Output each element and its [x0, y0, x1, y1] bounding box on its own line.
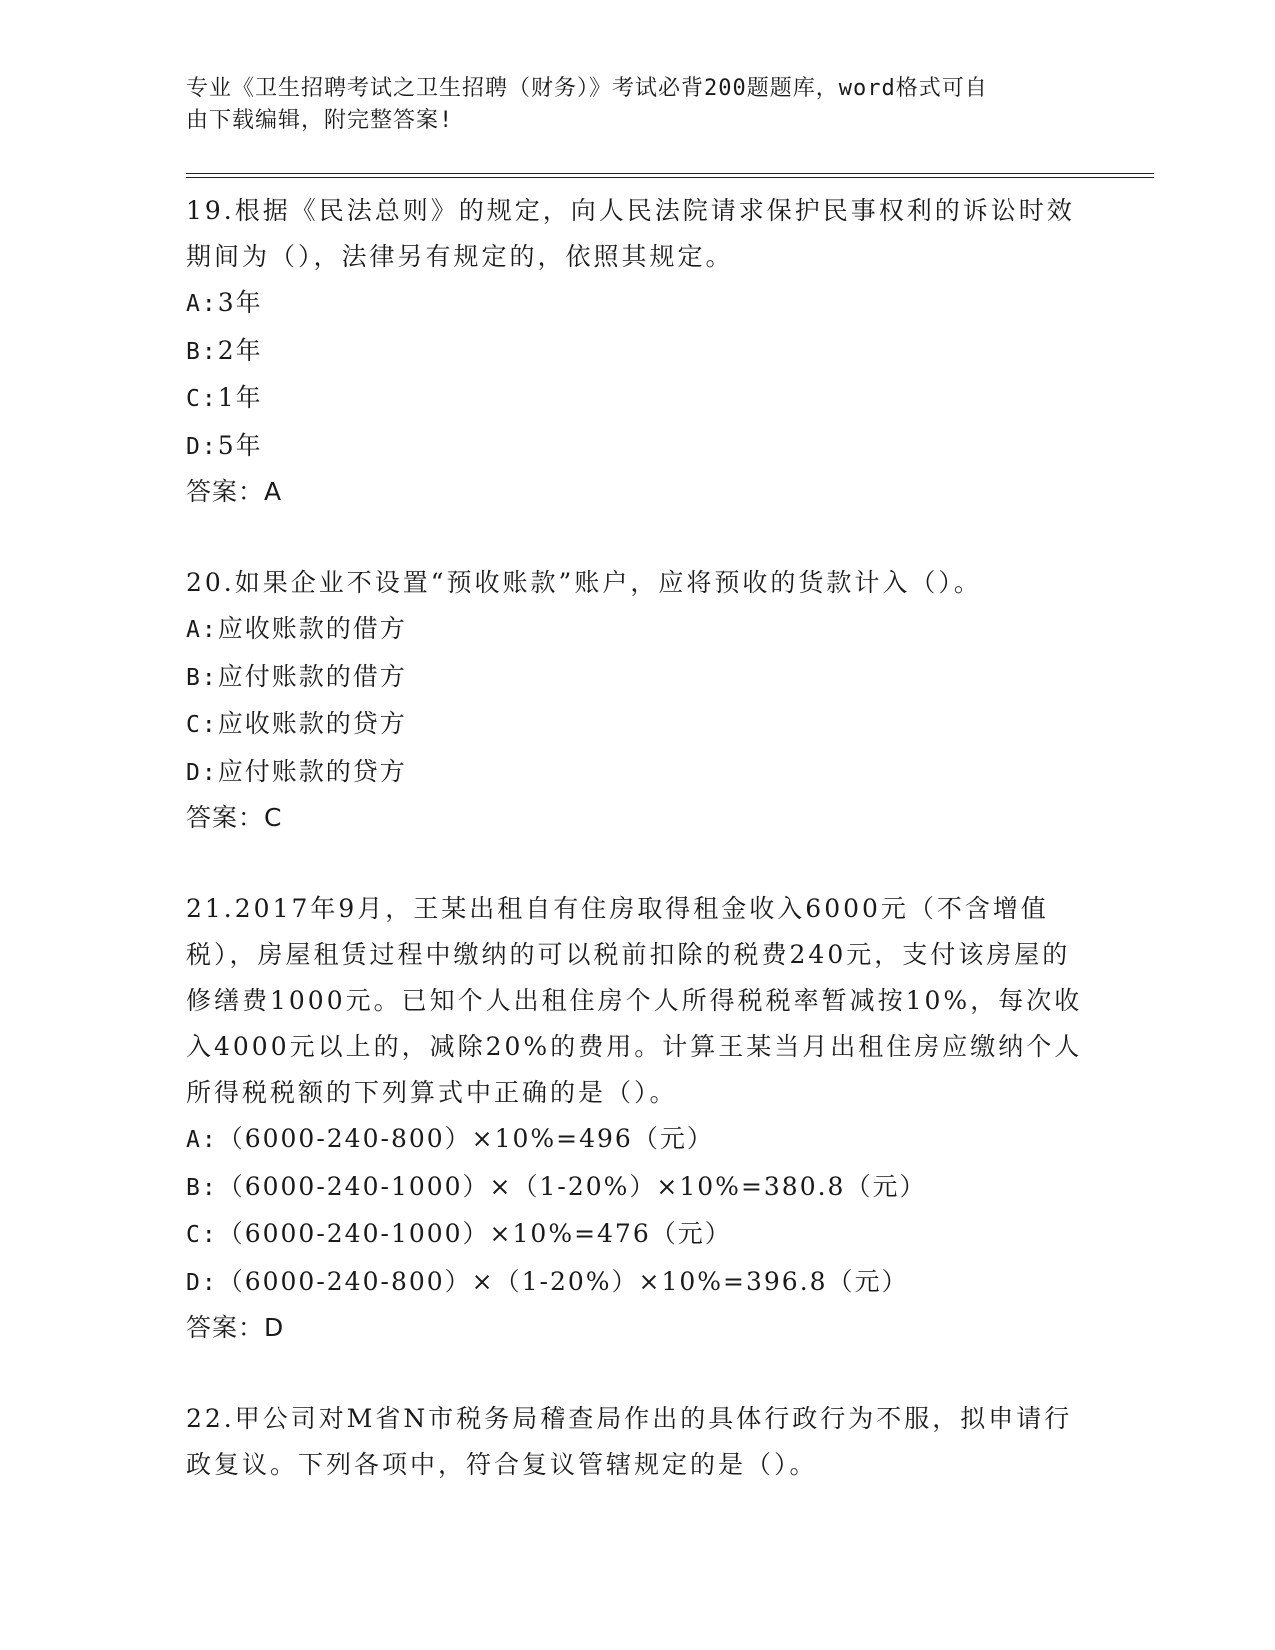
option-list — [186, 606, 1086, 796]
question-text: 19.根据《民法总则》的规定，向人民法院请求保护民事权利的诉讼时效期间为（），法律另有规定的，依照其规定。 — [186, 196, 1075, 271]
option-text: （6000-240-1000）×（1-20%）×10%=380.8（元） — [217, 1171, 927, 1201]
option-text: 应付账款的借方 — [217, 661, 407, 691]
question-20 — [186, 560, 1086, 840]
option-text: 5年 — [217, 430, 263, 460]
option-letter: D: — [186, 759, 218, 786]
question-22 — [186, 1396, 1086, 1488]
option-text: 3年 — [217, 288, 263, 317]
option-text: （6000-240-1000）×10%=476（元） — [217, 1219, 732, 1248]
option-letter: C: — [186, 1222, 218, 1248]
option-letter: D: — [186, 433, 218, 460]
option-letter: C: — [186, 386, 218, 412]
option-text: 应付账款的贷方 — [217, 756, 407, 786]
answer-label: 答案：D — [186, 1313, 285, 1342]
option-c — [186, 375, 1086, 423]
option-letter: A: — [186, 1127, 218, 1153]
option-letter: B: — [186, 338, 218, 365]
option-a — [186, 1116, 1086, 1164]
option-b — [186, 654, 1086, 702]
option-b — [186, 1164, 1086, 1212]
option-letter: A: — [186, 291, 218, 317]
option-d — [186, 423, 1086, 471]
option-a — [186, 606, 1086, 654]
question-text: 20.如果企业不设置“预收账款”账户，应将预收的货款计入（）。 — [186, 568, 982, 597]
option-text: 应收账款的贷方 — [217, 709, 407, 738]
option-letter: B: — [186, 1174, 218, 1201]
option-text: （6000-240-800）×10%=496（元） — [217, 1124, 714, 1153]
answer-label: 答案：A — [186, 477, 283, 506]
option-list — [186, 1116, 1086, 1306]
option-b — [186, 328, 1086, 376]
option-letter: A: — [186, 617, 218, 643]
option-d — [186, 749, 1086, 797]
option-c — [186, 701, 1086, 749]
question-21 — [186, 886, 1086, 1350]
header-line-2: 由下载编辑，附完整答案! — [186, 108, 454, 133]
header-line-1: 专业《卫生招聘考试之卫生招聘（财务）》考试必背200题题库，word格式可自 — [186, 76, 988, 101]
option-letter: B: — [186, 664, 218, 691]
option-a — [186, 280, 1086, 328]
option-c — [186, 1211, 1086, 1259]
option-text: （6000-240-800）×（1-20%）×10%=396.8（元） — [217, 1266, 909, 1296]
option-text: 1年 — [217, 383, 263, 412]
option-d — [186, 1259, 1086, 1307]
option-letter: C: — [186, 712, 218, 738]
option-text: 应收账款的借方 — [217, 614, 407, 643]
question-19 — [186, 188, 1086, 514]
question-list — [186, 188, 1086, 1534]
document-header — [186, 73, 1086, 137]
option-text: 2年 — [217, 335, 263, 365]
answer-label: 答案：C — [186, 803, 283, 832]
question-text: 21.2017年9月，王某出租自有住房取得租金收入6000元（不含增值税），房屋租赁过程中缴纳的可以税前扣除的税费240元，支付该房屋的修缮费1000元。已知个人出租住房个人所得税税率暂减按10%，每次收入4000元以上的，减除20%的费用。计算王某当月出租住房应缴纳个人所得税税额的下列算式中正确的是（）。 — [186, 894, 1083, 1107]
option-letter: D: — [186, 1269, 218, 1296]
header-divider — [186, 173, 1154, 178]
option-list — [186, 280, 1086, 470]
question-text: 22.甲公司对M省N市税务局稽查局作出的具体行政行为不服，拟申请行政复议。下列各项中，符合复议管辖规定的是（）。 — [186, 1404, 1073, 1479]
